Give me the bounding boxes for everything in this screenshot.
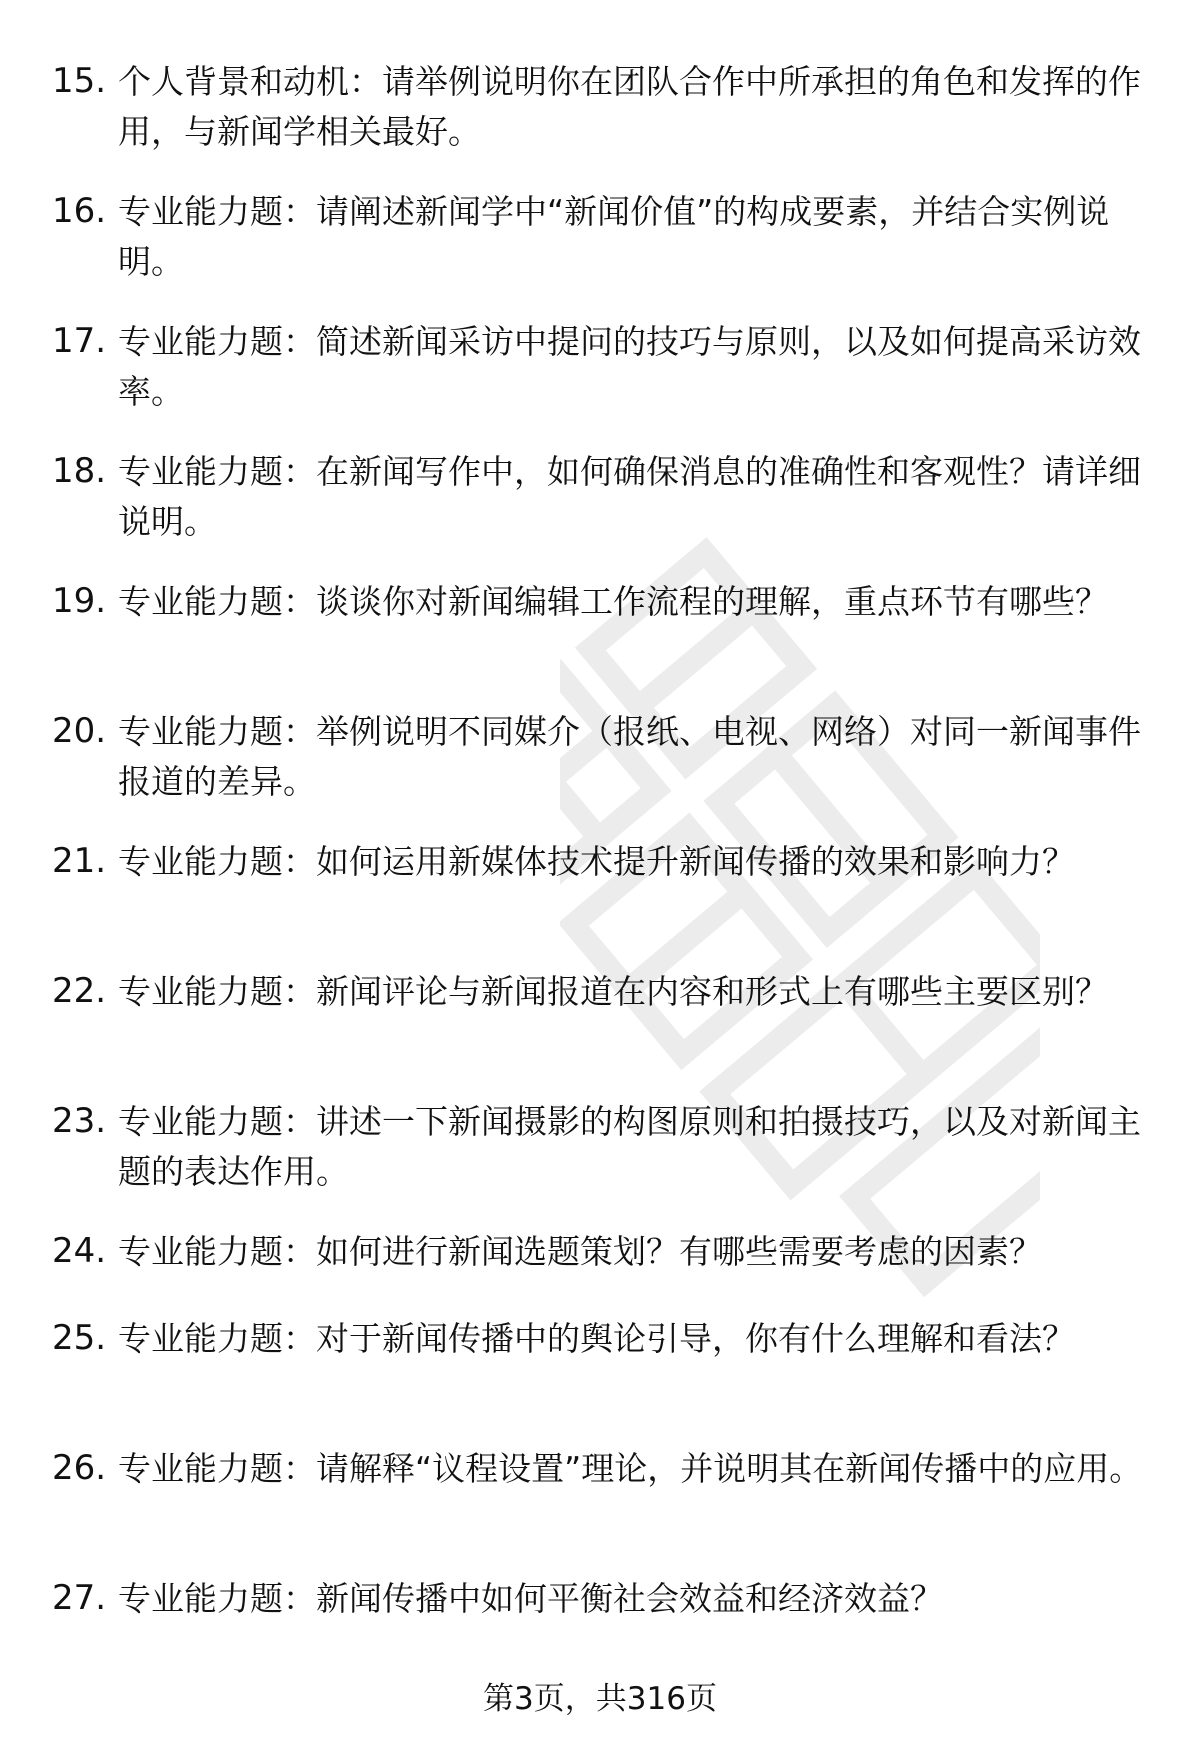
question-number: 26.: [52, 1448, 107, 1488]
question-item-20: [0, 707, 1200, 806]
question-text: 专业能力题：请解释“议程设置”理论，并说明其在新闻传播中的应用。: [118, 1449, 1143, 1488]
question-item-18: [0, 447, 1200, 546]
question-text: 专业能力题：如何运用新媒体技术提升新闻传播的效果和影响力？: [118, 842, 1075, 881]
question-item-17: [0, 317, 1200, 416]
question-number: 15.: [52, 61, 107, 101]
question-number: 20.: [52, 711, 107, 751]
question-number: 25.: [52, 1318, 107, 1358]
question-number: 17.: [52, 321, 107, 361]
question-number: 24.: [52, 1231, 107, 1271]
question-text: 专业能力题：对于新闻传播中的舆论引导，你有什么理解和看法？: [118, 1319, 1075, 1358]
question-number: 23.: [52, 1101, 107, 1141]
question-text: 专业能力题：在新闻写作中，如何确保消息的准确性和客观性？请详细说明。: [118, 452, 1141, 541]
question-text: 专业能力题：新闻传播中如何平衡社会效益和经济效益？: [118, 1579, 943, 1618]
question-text: 专业能力题：简述新闻采访中提问的技巧与原则，以及如何提高采访效率。: [118, 322, 1141, 411]
question-text: 专业能力题：举例说明不同媒介（报纸、电视、网络）对同一新闻事件报道的差异。: [118, 712, 1141, 801]
question-text: 专业能力题：讲述一下新闻摄影的构图原则和拍摄技巧，以及对新闻主题的表达作用。: [118, 1102, 1141, 1191]
question-number: 27.: [52, 1578, 107, 1618]
question-text: 专业能力题：请阐述新闻学中“新闻价值”的构成要素，并结合实例说明。: [118, 192, 1110, 281]
question-text: 个人背景和动机：请举例说明你在团队合作中所承担的角色和发挥的作用，与新闻学相关最好。: [118, 62, 1141, 151]
question-list: [0, 57, 1200, 1661]
page-number-footer: 第3页，共316页: [483, 1681, 717, 1717]
question-item-23: [0, 1097, 1200, 1196]
question-item-25: [0, 1314, 1200, 1413]
question-text: 专业能力题：如何进行新闻选题策划？有哪些需要考虑的因素？: [118, 1232, 1042, 1271]
question-number: 19.: [52, 581, 107, 621]
question-item-16: [0, 187, 1200, 286]
question-number: 18.: [52, 451, 107, 491]
question-item-21: [0, 837, 1200, 936]
question-number: 16.: [52, 191, 107, 231]
question-text: 专业能力题：新闻评论与新闻报道在内容和形式上有哪些主要区别？: [118, 972, 1108, 1011]
question-text: 专业能力题：谈谈你对新闻编辑工作流程的理解，重点环节有哪些？: [118, 582, 1108, 621]
question-item-26: [0, 1444, 1200, 1543]
question-number: 21.: [52, 841, 107, 881]
question-number: 22.: [52, 971, 107, 1011]
question-item-24: [0, 1227, 1200, 1272]
question-item-27: [0, 1574, 1200, 1619]
question-item-15: [0, 57, 1200, 156]
question-item-22: [0, 967, 1200, 1066]
question-item-19: [0, 577, 1200, 676]
